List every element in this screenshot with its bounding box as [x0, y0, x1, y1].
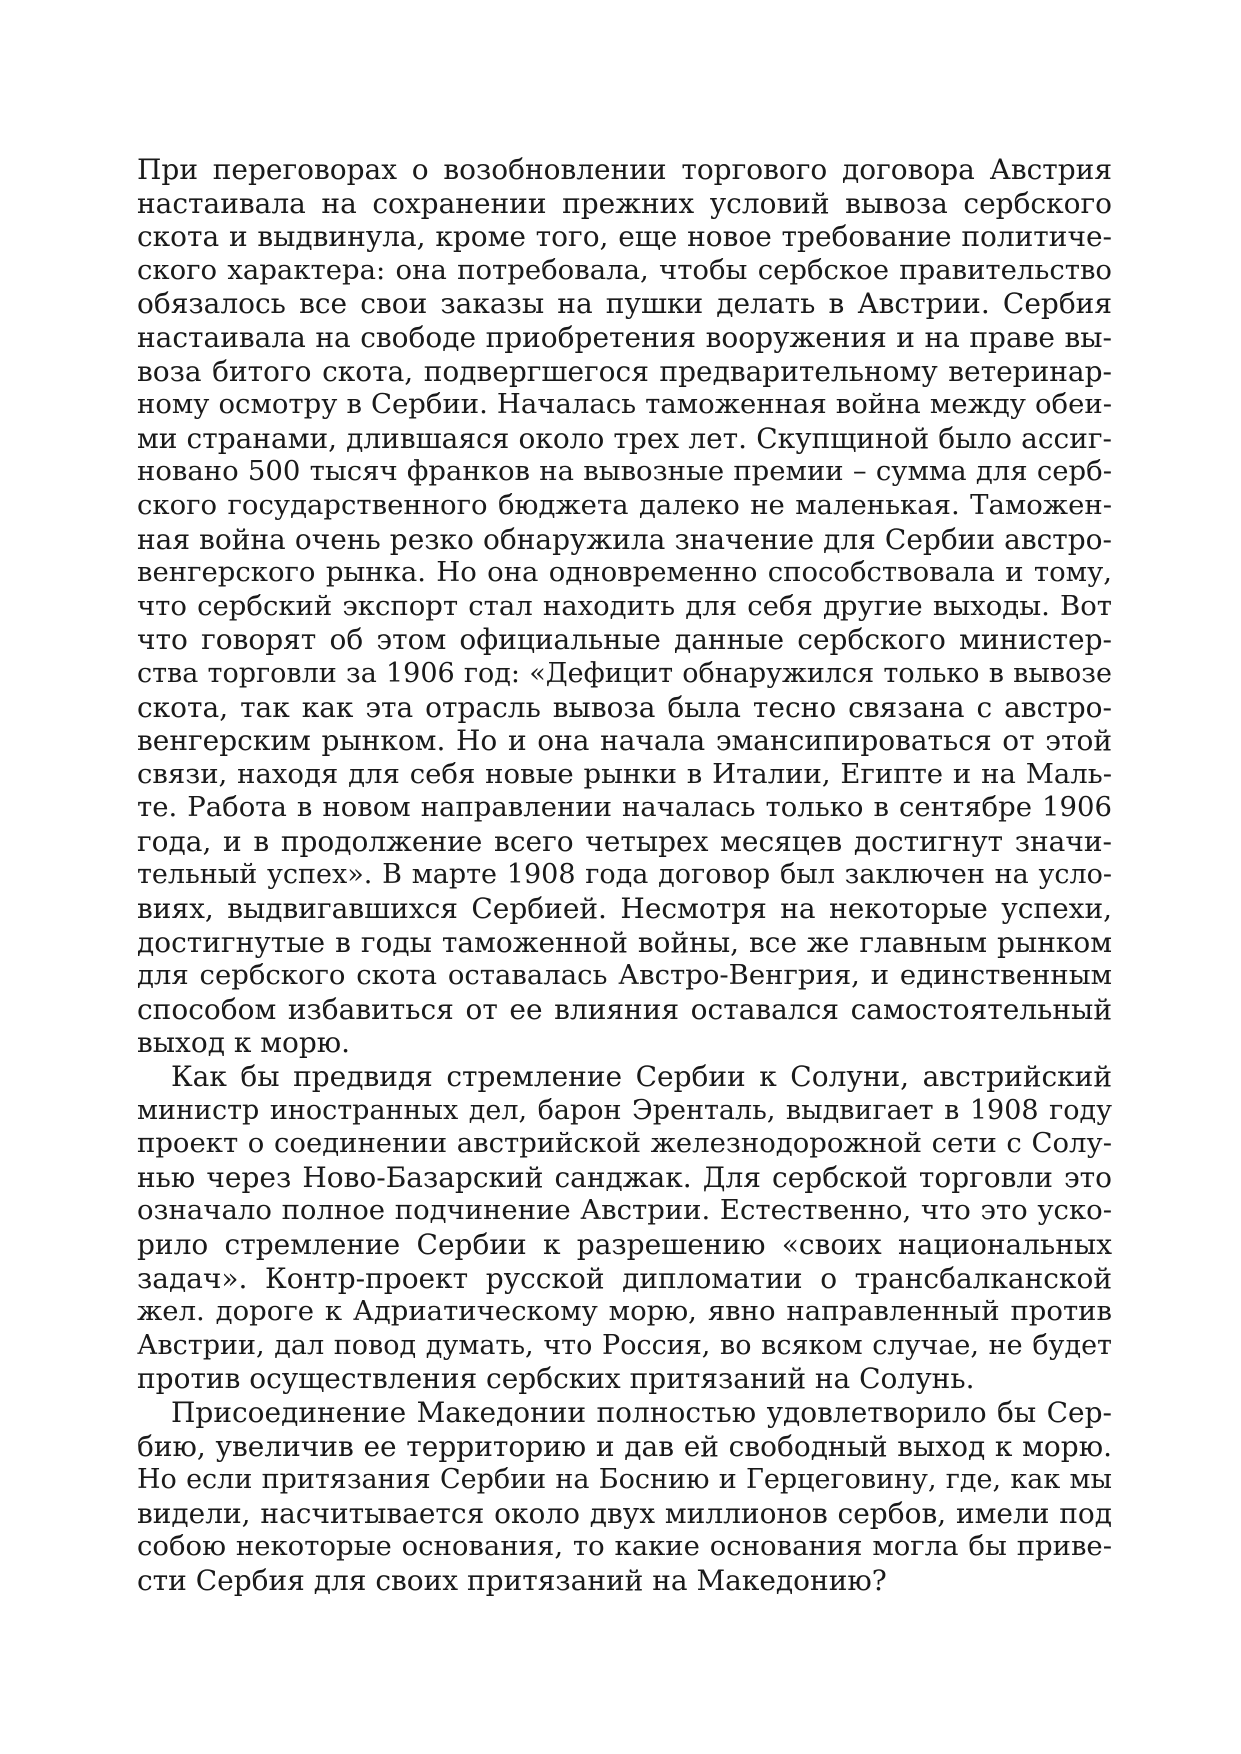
paragraph: [137, 1060, 1112, 1396]
text-line: года, и в продолжение всего четырех месяцев достигнут значи-: [137, 824, 1112, 858]
text-line: ному осмотру в Сербии. Началась таможенная война между обеи-: [137, 388, 1112, 421]
text-line: проект о соединении австрийской железнодорожной сети с Солу-: [137, 1127, 1112, 1160]
body-text: [137, 153, 1112, 1598]
paragraph: [137, 153, 1112, 1060]
text-line: те. Работа в новом направлении началась только в сентябре 1906: [137, 791, 1112, 824]
text-line: ского государственного бюджета далеко не маленькая. Таможен-: [137, 488, 1112, 521]
text-line: настаивала на сохранении прежних условий вывоза сербского: [137, 186, 1112, 220]
text-line: выход к морю.: [137, 1026, 351, 1060]
text-line: задач». Контр-проект русской дипломатии о трансбалканской: [137, 1261, 1112, 1295]
text-line: виях, выдвигавшихся Сербией. Несмотря на некоторые успехи,: [137, 892, 1112, 926]
paragraph: [137, 1396, 1112, 1598]
text-line: ства торговли за 1906 год: «Дефицит обнаружился только в вывозе: [137, 657, 1112, 689]
text-line: воза битого скота, подвергшегося предварительному ветеринар-: [137, 354, 1112, 388]
text-line: способом избавиться от ее влияния оставался самостоятельный: [137, 992, 1112, 1026]
text-line: для сербского скота оставалась Австро-Венгрия, и единственным: [137, 959, 1112, 992]
text-line: обязалось все свои заказы на пушки делать в Австрии. Сербия: [137, 287, 1112, 321]
text-line: против осуществления сербских притязаний на Солунь.: [137, 1362, 975, 1396]
text-line: видели, насчитывается около двух миллионов сербов, имели под: [137, 1496, 1112, 1530]
text-line: скота и выдвинула, кроме того, еще новое требование политиче-: [137, 220, 1112, 254]
text-line: настаивала на свободе приобретения вооружения и на праве вы-: [137, 320, 1112, 354]
text-line: связи, находя для себя новые рынки в Италии, Египте и на Маль-: [137, 757, 1112, 790]
text-line: рило стремление Сербии к разрешению «своих национальных: [137, 1228, 1112, 1261]
text-line: тельный успех». В марте 1908 года договор был заключен на усло-: [137, 859, 1112, 891]
text-line: ми странами, длившаяся около трех лет. Скупщиной было ассиг-: [137, 421, 1112, 455]
text-line: скота, так как эта отрасль вывоза была тесно связана с австро-: [137, 690, 1112, 724]
text-line: венгерским рынком. Но и она начала эмансипироваться от этой: [137, 724, 1112, 758]
text-line: собою некоторые основания, то какие основания могла бы приве-: [137, 1530, 1112, 1563]
text-line: жел. дороге к Адриатическому морю, явно направленный против: [137, 1295, 1112, 1328]
text-line: означало полное подчинение Австрии. Естественно, что это уско-: [137, 1194, 1112, 1227]
text-line: что сербский экспорт стал находить для себя другие выходы. Вот: [137, 589, 1112, 622]
text-line: достигнутые в годы таможенной войны, все же главным рынком: [137, 925, 1112, 959]
text-line: нью через Ново-Базарский санджак. Для сербской торговли это: [137, 1160, 1112, 1194]
text-line: венгерского рынка. Но она одновременно способствовала и тому,: [137, 556, 1112, 589]
text-line: бию, увеличив ее территорию и дав ей свободный выход к морю.: [137, 1429, 1112, 1463]
text-line: При переговорах о возобновлении торгового договора Австрия: [137, 153, 1112, 186]
text-line: новано 500 тысяч франков на вывозные премии – сумма для серб-: [137, 455, 1112, 488]
text-line: министр иностранных дел, барон Эренталь, выдвигает в 1908 году: [137, 1094, 1112, 1126]
text-line: Как бы предвидя стремление Сербии к Солуни, австрийский: [171, 1060, 1112, 1094]
text-line: ная война очень резко обнаружила значение для Сербии австро-: [137, 522, 1112, 556]
text-line: Австрии, дал повод думать, что Россия, во всяком случае, не будет: [137, 1329, 1112, 1361]
text-line: Но если притязания Сербии на Боснию и Герцеговину, где, как мы: [137, 1464, 1112, 1496]
text-line: сти Сербия для своих притязаний на Македонию?: [137, 1563, 887, 1597]
text-line: ского характера: она потребовала, чтобы сербское правительство: [137, 253, 1112, 286]
text-line: что говорят об этом официальные данные сербского министер-: [137, 623, 1112, 657]
text-line: Присоединение Македонии полностью удовлетворило бы Сер-: [171, 1395, 1112, 1429]
